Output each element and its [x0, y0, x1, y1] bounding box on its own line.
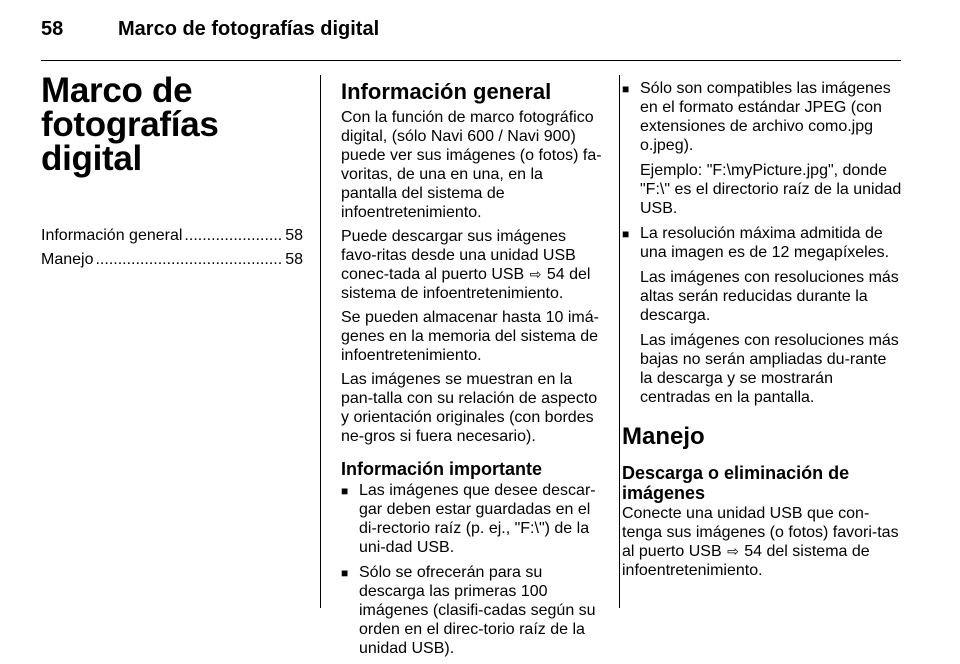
- list-item: ■ La resolución máxima admitida de una imagen es de 12 megapíxeles. Las imágenes con resoluciones más altas serán reducidas durante la descarga. Las imágenes con resoluciones más bajas no serán ampliadas du-rante la descarga y se mostrarán centradas en la pantalla.: [622, 225, 899, 406]
- paragraph: Se pueden almacenar hasta 10 imá-genes en la memoria del sistema de infoentretenimiento.: [341, 309, 599, 364]
- column-divider: [619, 75, 620, 608]
- toc-column: [41, 71, 303, 273]
- paragraph: Puede descargar sus imágenes favo-ritas desde una unidad USB conec-tada al puerto USB ⇨ 54 del sistema de infoentretenimiento.: [341, 228, 591, 302]
- example-text: Ejemplo: "F:\myPicture.jpg", donde "F:\" es el directorio raíz de la unidad USB.: [640, 162, 902, 217]
- list-item: ■ Las imágenes que desee descar-gar deben estar guardadas en el di-rectorio raíz (p. ej., "F:\") de la uni-dad USB.: [341, 482, 596, 556]
- section-heading: Información general: [341, 79, 552, 104]
- header-rule: [41, 60, 901, 61]
- bullet-icon: ■: [341, 566, 349, 580]
- toc-entry-page: 58: [285, 251, 303, 268]
- subsection-heading: Información importante: [341, 459, 543, 479]
- general-column: [341, 79, 603, 664]
- page-reference-icon: ⇨: [529, 266, 542, 282]
- column-divider: [320, 75, 321, 608]
- toc-leader: [184, 225, 283, 246]
- bullet-icon: ■: [341, 484, 349, 498]
- continuation-column: [622, 79, 902, 585]
- section-heading: Manejo: [622, 423, 705, 450]
- page-header: [41, 18, 901, 48]
- bullet-icon: ■: [622, 82, 630, 96]
- toc-entry-page: 58: [285, 227, 303, 244]
- chapter-title: Marco de fotografías digital: [41, 71, 219, 178]
- toc-entry[interactable]: [41, 225, 303, 246]
- toc-entry-label: Manejo: [41, 251, 94, 268]
- list-item: ■ Sólo son compatibles las imágenes en el formato estándar JPEG (con extensiones de archivo como.jpg o.jpeg). Ejemplo: "F:\myPicture.jpg", donde "F:\" es el directorio raíz de la unidad USB.: [622, 80, 902, 217]
- page-reference-icon: ⇨: [727, 543, 739, 559]
- toc-entry-label: Información general: [41, 227, 183, 244]
- page-number: 58: [41, 18, 64, 40]
- toc-entry[interactable]: [41, 249, 303, 270]
- subsection-heading: Descarga o eliminación de imágenes: [622, 463, 850, 503]
- paragraph: Las imágenes se muestran en la pan-talla con su relación de aspecto y orientación originales (con bordes ne-gros si fuera necesario).: [341, 371, 598, 445]
- list-item: ■ Sólo se ofrecerán para su descarga las primeras 100 imágenes (clasifi-cadas según su orden en el direc-torio raíz de la unidad USB).: [341, 564, 596, 657]
- toc-leader: [95, 249, 283, 270]
- paragraph: Con la función de marco fotográfico digital, (sólo Navi 600 / Navi 900) puede ver sus imágenes (o fotos) fa-voritas, de una en una, en la pantalla del sistema de infoentretenimiento.: [341, 109, 602, 221]
- paragraph: Conecte una unidad USB que con-tenga sus imágenes (o fotos) favori-tas al puerto USB ⇨ 54 del sistema de infoentretenimiento.: [622, 505, 899, 579]
- bullet-icon: ■: [622, 227, 630, 241]
- running-title: Marco de fotografías digital: [118, 18, 380, 40]
- bullet-list: [622, 79, 902, 407]
- bullet-list: [341, 481, 603, 658]
